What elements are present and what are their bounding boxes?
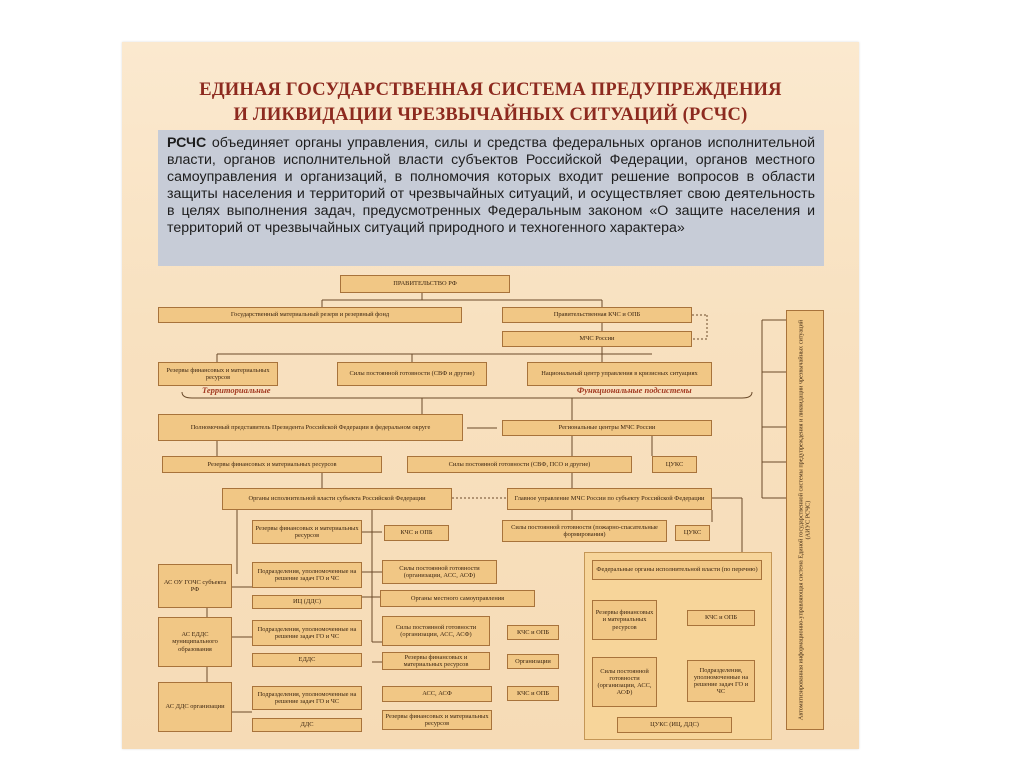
box-kchs-mun: КЧС и ОПБ	[507, 625, 559, 640]
label-functional: Функциональные подсистемы	[577, 385, 692, 395]
box-ncuks: Национальный центр управления в кризисных ситуациях	[527, 362, 712, 386]
box-fed-tsuks: ЦУКС (ИЦ, ДДС)	[617, 717, 732, 733]
box-subject-authorities: Органы исполнительной власти субъекта Российской Федерации	[222, 488, 452, 510]
box-ready-forces-reg: Силы постоянной готовности (СВФ, ПСО и другие)	[407, 456, 632, 473]
box-fin-reserves-mun: Резервы финансовых и материальных ресурсов	[382, 652, 490, 670]
box-tsuks-subj: ЦУКС	[675, 525, 710, 541]
box-organizations: Организации	[507, 654, 559, 669]
box-ready-forces-subj: Силы постоянной готовности (пожарно-спасательные формирования)	[502, 520, 667, 542]
box-aiuss	[786, 310, 824, 730]
box-tsuks-reg: ЦУКС	[652, 456, 697, 473]
panel-federal-bodies	[584, 552, 772, 740]
title-line-1: ЕДИНАЯ ГОСУДАРСТВЕННАЯ СИСТЕМА ПРЕДУПРЕЖДЕНИЯ	[199, 80, 782, 100]
box-regional-centers: Региональные центры МЧС России	[502, 420, 712, 436]
box-ready-forces-mun: Силы постоянной готовности (организации, АСС, АСФ)	[382, 616, 490, 646]
box-government: ПРАВИТЕЛЬСТВО РФ	[340, 275, 510, 293]
box-fin-reserves-subj: Резервы финансовых и материальных ресурсов	[252, 520, 362, 544]
intro-body: объединяет органы управления, силы и средства федеральных органов исполнительной власти, органов исполнительной власти субъектов Российской Федерации, органов местного самоуправления и организаций, в полномочия которых входит решение вопросов в области защиты населения и территорий от чрезвычайных ситуаций, и осуществляет свою деятельность в целях выполнения задач, предусмотренных Федеральным законом «О защите населения и территорий от чрезвычайных ситуаций природного и техногенного характера»	[167, 135, 815, 236]
box-fed-fin-reserves: Резервы финансовых и материальных ресурсов	[592, 600, 657, 640]
aiuss-label: Автоматизированная информационно-управляющая система Единой государственной системы предупреждения и ликвидации чрезвычайных ситуаций (АИУС РСЧС)	[797, 319, 812, 721]
box-plenipotentiary: Полномочный представитель Президента Российской Федерации в федеральном округе	[158, 414, 463, 441]
box-ready-forces-fed: Силы постоянной готовности (СВФ и другие)	[337, 362, 487, 386]
box-fin-reserves-fed: Резервы финансовых и материальных ресурсов	[158, 362, 278, 386]
box-main-directorate: Главное управление МЧС России по субъекту Российской Федерации	[507, 488, 712, 510]
box-units-mun: Подразделения, уполномоченные на решение задач ГО и ЧС	[252, 620, 362, 646]
box-kchs-org: КЧС и ОПБ	[507, 686, 559, 701]
box-kchs-subj: КЧС и ОПБ	[384, 525, 449, 541]
box-state-reserve: Государственный материальный резерв и резервный фонд	[158, 307, 462, 323]
box-fin-reserves-org: Резервы финансовых и материальных ресурсов	[382, 710, 492, 730]
box-as-ou: АС ОУ ГОЧС субъекта РФ	[158, 564, 232, 608]
box-edds: ЕДДС	[252, 653, 362, 667]
box-emercom: МЧС России	[502, 331, 692, 347]
box-ass-asf: АСС, АСФ	[382, 686, 492, 702]
box-fed-units: Подразделения, уполномоченные на решение задач ГО и ЧС	[687, 660, 755, 702]
box-fed-kchs: КЧС и ОПБ	[687, 610, 755, 626]
box-fed-ready-forces: Силы постоянной готовности (организации, АСС, АСФ)	[592, 657, 657, 707]
poster	[122, 42, 859, 749]
box-dds: ДДС	[252, 718, 362, 732]
box-units-org: Подразделения, уполномоченные на решение задач ГО и ЧС	[252, 686, 362, 710]
box-as-edds: АС ЕДДС муниципального образования	[158, 617, 232, 667]
box-fed-bodies: Федеральные органы исполнительной власти (по перечню)	[592, 560, 762, 580]
box-gov-commission: Правительственная КЧС и ОПБ	[502, 307, 692, 323]
box-ic-dds: ИЦ (ДДС)	[252, 595, 362, 609]
intro-bold-term: РСЧС	[167, 135, 207, 151]
box-ready-forces-org: Силы постоянной готовности (организации, АСС, АСФ)	[382, 560, 497, 584]
label-territorial: Территориальные	[202, 385, 271, 395]
box-units-subj: Подразделения, уполномоченные на решение задач ГО и ЧС	[252, 562, 362, 588]
box-fin-reserves-reg: Резервы финансовых и материальных ресурсов	[162, 456, 382, 473]
box-local-gov: Органы местного самоуправления	[380, 590, 535, 607]
box-as-dds: АС ДДС организации	[158, 682, 232, 732]
title-line-2: И ЛИКВИДАЦИИ ЧРЕЗВЫЧАЙНЫХ СИТУАЦИЙ (РСЧС)	[233, 105, 748, 125]
